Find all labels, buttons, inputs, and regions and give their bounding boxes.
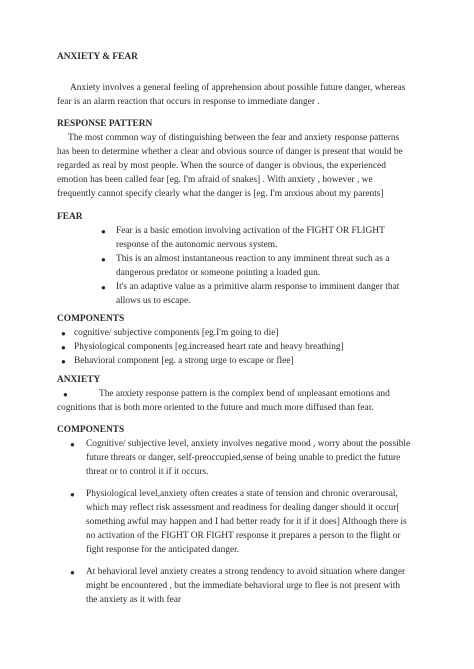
component-detail-line: the anxiety as it with fear	[86, 595, 182, 605]
response-pattern-line: has been to determine whether a clear and obvious source of danger is present that would be	[57, 147, 403, 157]
bullet-icon: ●	[63, 390, 68, 399]
fear-item-line: allows us to escape.	[116, 296, 191, 306]
anxiety-line: cognitions that is both more oriented to the future and much more diffused than fear.	[57, 403, 374, 413]
bullet-icon: ●	[70, 568, 75, 577]
document-title: ANXIETY & FEAR	[57, 52, 138, 62]
bullet-icon: ●	[70, 440, 75, 449]
bullet-icon: ●	[101, 255, 106, 264]
bullet-icon: ●	[61, 357, 66, 366]
component-detail-line: might be encountered , but the immediate behavioral urge to flee is not present with	[86, 581, 401, 591]
bullet-icon: ●	[70, 490, 75, 499]
component-detail-line: future threats or danger, self-preoccupied,sense of being unable to predict the future	[86, 453, 401, 463]
component-detail-line: Physiological level,anxiety often creates a state of tension and chronic overarousal,	[86, 489, 398, 499]
anxiety-heading: ANXIETY	[57, 375, 101, 385]
component-item: Physiological components [eg.increased heart rate and heavy breathing]	[74, 342, 344, 352]
response-pattern-line: emotion has been called fear [eg. I'm afraid of snakes] . With anxiety , however , we	[57, 175, 373, 185]
anxiety-line: The anxiety response pattern is the complex bend of unpleasant emotions and	[99, 389, 390, 399]
fear-item-line: Fear is a basic emotion involving activation of the FIGHT OR FLIGHT	[116, 226, 385, 236]
fear-item-line: response of the autonomic nervous system.	[116, 240, 278, 250]
component-detail-line: which may reflect risk assessment and readiness for dealing danger should it occur[	[86, 503, 400, 513]
fear-heading: FEAR	[57, 212, 83, 222]
components-heading: COMPONENTS	[57, 314, 125, 324]
intro-line: Anxiety involves a general feeling of apprehension about possible future danger, whereas	[70, 83, 406, 93]
bullet-icon: ●	[61, 343, 66, 352]
response-pattern-line: regarded as real by most people. When the source of danger is obvious, the experienced	[57, 161, 386, 171]
component-item: Behavioral component [eg. a strong urge to escape or flee]	[74, 356, 294, 366]
fear-item-line: It's an adaptive value as a primitive alarm response to imminent danger that	[116, 282, 400, 292]
intro-line: fear is an alarm reaction that occurs in response to immediate danger .	[57, 97, 320, 107]
component-detail-line: threat or to control it if it occurs.	[86, 467, 209, 477]
response-pattern-heading: RESPONSE PATTERN	[57, 119, 153, 129]
component-item: cognitive/ subjective components [eg.I'm going to die]	[74, 328, 279, 338]
fear-item-line: dangerous predator or someone pointing a loaded gun.	[116, 268, 321, 278]
components-heading: COMPONENTS	[57, 425, 125, 435]
bullet-icon: ●	[101, 283, 106, 292]
bullet-icon: ●	[61, 329, 66, 338]
bullet-icon: ●	[101, 227, 106, 236]
component-detail-line: Cognitive/ subjective level, anxiety involves negative mood , worry about the possible	[86, 439, 411, 449]
response-pattern-line: frequently cannot specify clearly what the danger is [eg. I'm anxious about my parents]	[57, 189, 384, 199]
component-detail-line: no activation of the FIGHT OR FIGHT response it prepares a person to the flight or	[86, 531, 401, 541]
response-pattern-line: The most common way of distinguishing between the fear and anxiety response patterns	[68, 133, 400, 143]
component-detail-line: At behavioral level anxiety creates a strong tendency to avoid situation where danger	[86, 567, 406, 577]
component-detail-line: something awful may happen and I had better ready for it if it does] Although there is	[86, 517, 407, 527]
component-detail-line: fight response for the anticipated danger.	[86, 545, 240, 555]
fear-item-line: This is an almost instantaneous reaction to any imminent threat such as a	[116, 254, 390, 264]
